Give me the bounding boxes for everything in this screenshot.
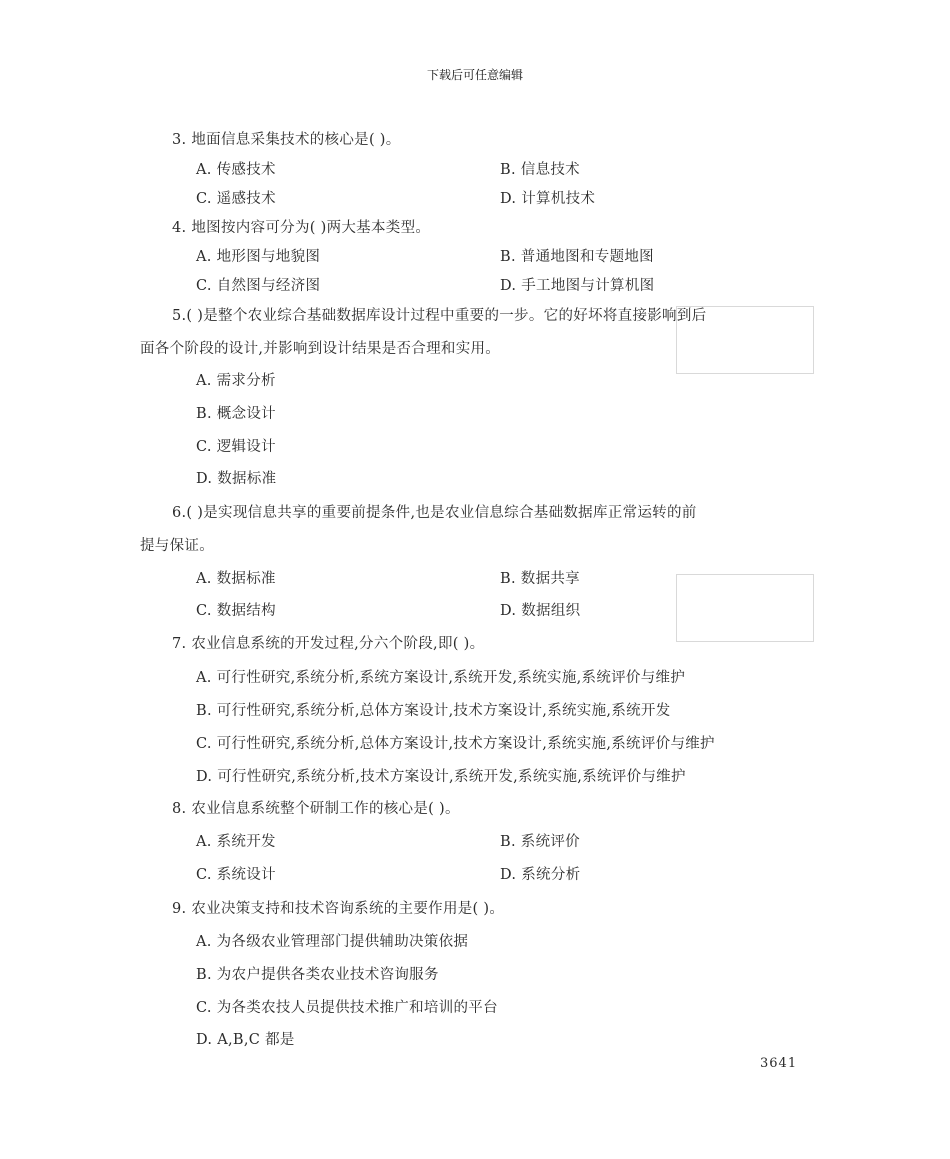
- question-6-option-c: C. 数据结构: [196, 603, 276, 619]
- question-8-option-c: C. 系统设计: [196, 867, 276, 883]
- question-7-option-d: D. 可行性研究,系统分析,技术方案设计,系统开发,系统实施,系统评价与维护: [196, 769, 686, 785]
- question-3-stem: 3. 地面信息采集技术的核心是( )。: [172, 132, 401, 148]
- question-8-option-b: B. 系统评价: [500, 834, 580, 850]
- question-7-option-a: A. 可行性研究,系统分析,系统方案设计,系统开发,系统实施,系统评价与维护: [196, 670, 686, 686]
- question-9-option-a: A. 为各级农业管理部门提供辅助决策依据: [196, 934, 469, 950]
- question-6-option-b: B. 数据共享: [500, 571, 580, 587]
- question-4-option-b: B. 普通地图和专题地图: [500, 249, 654, 265]
- question-6-option-d: D. 数据组织: [500, 603, 581, 619]
- question-6-option-a: A. 数据标准: [196, 571, 276, 587]
- page-header: 下载后可任意编辑: [426, 68, 523, 82]
- question-3-option-a: A. 传感技术: [196, 162, 276, 178]
- question-3-option-d: D. 计算机技术: [500, 191, 596, 207]
- question-4-option-a: A. 地形图与地貌图: [196, 249, 321, 265]
- question-9-stem: 9. 农业决策支持和技术咨询系统的主要作用是( )。: [172, 901, 505, 917]
- page-number: 3641: [760, 1056, 798, 1071]
- question-4-option-d: D. 手工地图与计算机图: [500, 278, 655, 294]
- question-8-option-a: A. 系统开发: [196, 834, 276, 850]
- question-5-option-b: B. 概念设计: [196, 406, 276, 422]
- question-8-option-d: D. 系统分析: [500, 867, 581, 883]
- question-5-option-c: C. 逻辑设计: [196, 439, 276, 455]
- question-4-stem: 4. 地图按内容可分为( )两大基本类型。: [172, 220, 431, 236]
- question-4-option-c: C. 自然图与经济图: [196, 278, 321, 294]
- question-3-option-b: B. 信息技术: [500, 162, 580, 178]
- question-5-option-a: A. 需求分析: [196, 373, 276, 389]
- question-5-stem-line2: 面各个阶段的设计,并影响到设计结果是否合理和实用。: [140, 341, 501, 357]
- bleed-through-box: [676, 574, 814, 642]
- question-6-stem-line1: 6.( )是实现信息共享的重要前提条件,也是农业信息综合基础数据库正常运转的前: [172, 505, 697, 521]
- question-7-option-c: C. 可行性研究,系统分析,总体方案设计,技术方案设计,系统实施,系统评价与维护: [196, 736, 715, 752]
- question-8-stem: 8. 农业信息系统整个研制工作的核心是( )。: [172, 801, 460, 817]
- question-9-option-b: B. 为农户提供各类农业技术咨询服务: [196, 967, 439, 983]
- question-3-option-c: C. 遥感技术: [196, 191, 276, 207]
- question-9-option-d: D. A,B,C 都是: [196, 1032, 295, 1048]
- question-5-stem-line1: 5.( )是整个农业综合基础数据库设计过程中重要的一步。它的好坏将直接影响到后: [172, 308, 707, 324]
- question-7-option-b: B. 可行性研究,系统分析,总体方案设计,技术方案设计,系统实施,系统开发: [196, 703, 671, 719]
- question-6-stem-line2: 提与保证。: [140, 538, 214, 554]
- question-9-option-c: C. 为各类农技人员提供技术推广和培训的平台: [196, 1000, 498, 1016]
- question-7-stem: 7. 农业信息系统的开发过程,分六个阶段,即( )。: [172, 636, 485, 652]
- question-5-option-d: D. 数据标准: [196, 471, 277, 487]
